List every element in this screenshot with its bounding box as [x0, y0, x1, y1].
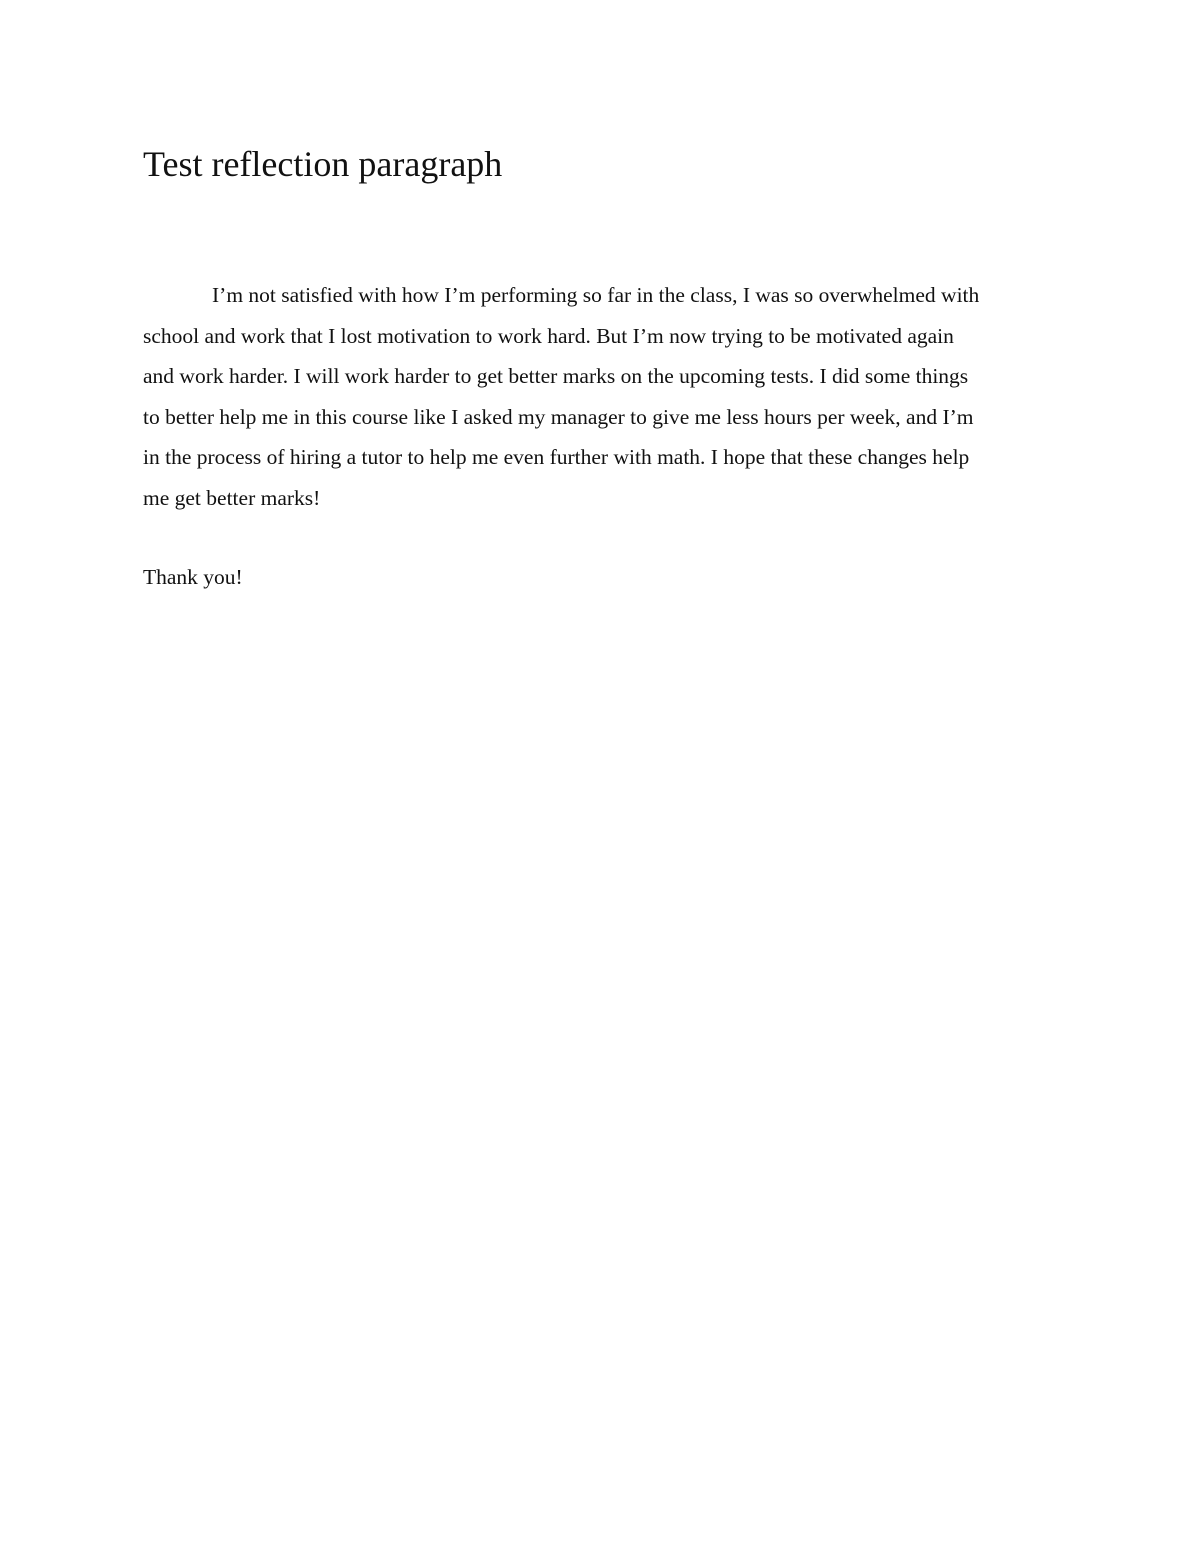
paragraph-line: I’m not satisfied with how I’m performing so far in the class, I was so overwhelmed with — [212, 283, 980, 307]
paragraph-line: to better help me in this course like I asked my manager to give me less hours per week, and I’m — [143, 404, 974, 429]
closing-line: Thank you! — [143, 565, 243, 589]
paragraph-line: me get better marks! — [143, 485, 321, 510]
paragraph-line: school and work that I lost motivation to work hard. But I’m now trying to be motivated again — [143, 323, 954, 348]
paragraph-line: and work harder. I will work harder to get better marks on the upcoming tests. I did some things — [143, 364, 969, 388]
paragraph-line: in the process of hiring a tutor to help me even further with math. I hope that these changes help — [143, 445, 970, 469]
document-title: Test reflection paragraph — [143, 144, 503, 184]
reflection-paragraph — [143, 275, 1058, 518]
